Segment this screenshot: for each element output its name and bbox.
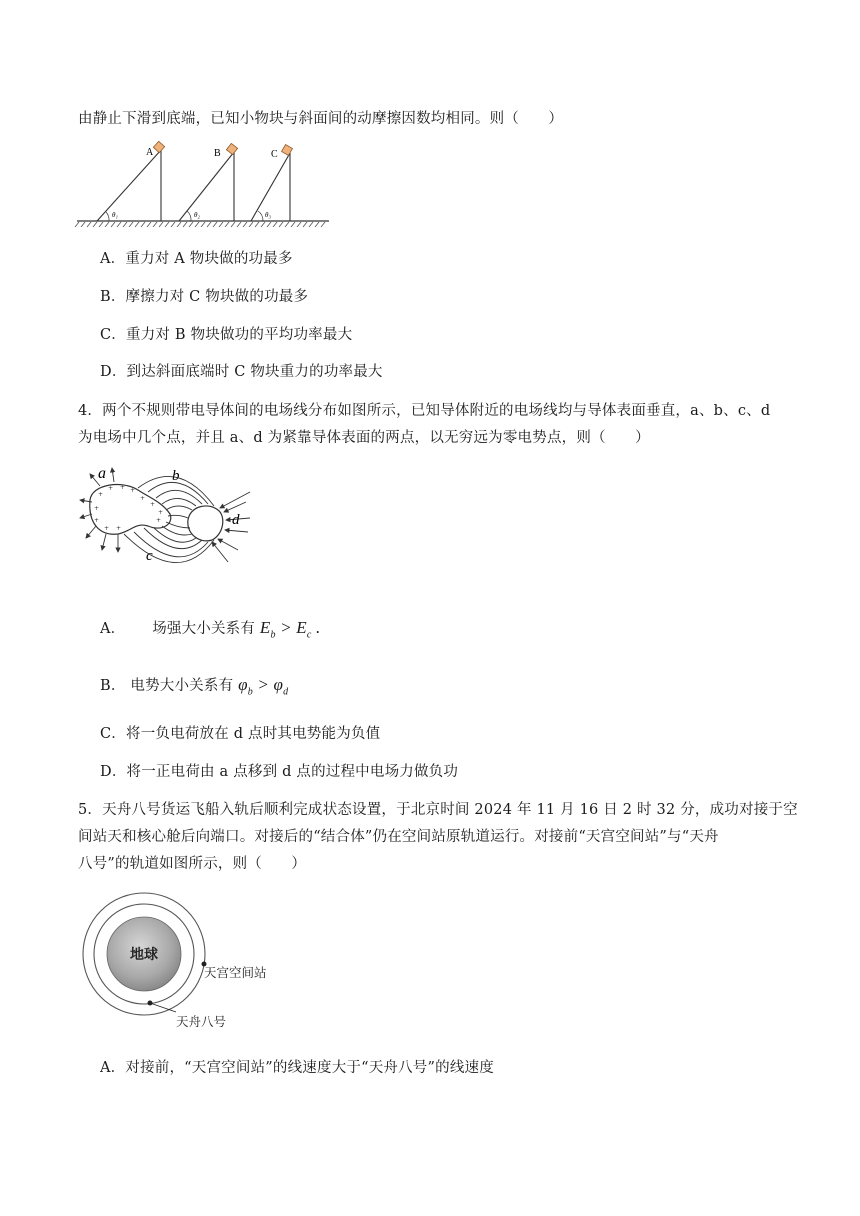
point-d-label: d: [232, 512, 240, 528]
svg-text:+: +: [150, 501, 156, 508]
svg-text:+: +: [94, 517, 100, 524]
q4-option-b-math: $\varphi_b > \varphi_d$: [238, 675, 289, 698]
svg-text:+: +: [156, 517, 162, 524]
electric-field-figure: [78, 462, 268, 587]
block-c-label: C: [271, 149, 278, 160]
q4-option-c: C．将一负电荷放在 d 点时其电势能为负值: [100, 726, 381, 742]
svg-text:+: +: [104, 525, 110, 532]
q4-option-d: D．将一正电荷由 a 点移到 d 点的过程中电场力做负功: [100, 764, 459, 780]
q5-stem-line-2: 间站天和核心舱后向端口。对接后的“结合体”仍在空间站原轨道运行。对接前“天宫空间站”与“天舟: [78, 829, 719, 845]
incline-a: [97, 150, 161, 221]
ship-label: 天舟八号: [176, 1014, 227, 1029]
earth-label: 地球: [130, 947, 158, 963]
q4-option-a-text: 场强大小关系有: [152, 621, 256, 637]
angle-1-label: θ₁: [112, 211, 118, 219]
orbit-figure: [76, 886, 296, 1036]
q4-option-a: [100, 618, 320, 645]
question-3-stem-tail: 由静止下滑到底端，已知小物块与斜面间的动摩擦因数均相同。则（ ）: [78, 111, 564, 127]
point-a-label: a: [98, 465, 106, 482]
point-c-label: c: [146, 548, 153, 564]
svg-text:+: +: [130, 487, 136, 494]
inclines-figure: [75, 138, 335, 228]
svg-text:+: +: [140, 495, 146, 502]
q4-option-a-math: $E_b > E_c$ .: [259, 618, 321, 641]
block-b-label: B: [214, 148, 221, 159]
svg-text:+: +: [108, 485, 114, 492]
q4-option-b-prefix: B．: [100, 678, 126, 694]
q4-stem-line-2: 为电场中几个点，并且 a、d 为紧靠导体表面的两点，以无穷远为零电势点，则（ ）: [78, 430, 650, 446]
q3-option-d: D．到达斜面底端时 C 物块重力的功率最大: [100, 364, 383, 380]
q4-option-a-prefix: A．: [100, 621, 126, 637]
point-b-label: b: [172, 468, 180, 484]
block-b: [226, 143, 237, 154]
svg-text:+: +: [94, 505, 100, 512]
q5-stem-line-1: 5．天舟八号货运飞船入轨后顺利完成状态设置，于北京时间 2024 年 11 月 16 日 2 时 32 分，成功对接于空: [78, 802, 798, 818]
q4-option-b: [100, 675, 288, 702]
q3-option-b: B．摩擦力对 C 物块做的功最多: [100, 289, 309, 305]
q3-option-c: C．重力对 B 物块做功的平均功率最大: [100, 327, 353, 343]
block-a-label: A: [146, 147, 154, 158]
right-conductor: [188, 506, 223, 541]
station-label: 天宫空间站: [204, 965, 267, 980]
angle-3-label: θ₃: [265, 211, 271, 219]
svg-text:+: +: [98, 491, 104, 498]
block-a: [153, 141, 164, 152]
incline-b: [179, 152, 234, 221]
q5-option-a: A．对接前，“天宫空间站”的线速度大于“天舟八号”的线速度: [100, 1060, 494, 1076]
q5-stem-line-3: 八号”的轨道如图所示，则（ ）: [78, 856, 307, 872]
svg-text:+: +: [120, 484, 126, 491]
q4-stem-line-1: 4．两个不规则带电导体间的电场线分布如图所示，已知导体附近的电场线均与导体表面垂直，a、b、c、d: [78, 403, 771, 419]
q3-option-a: A．重力对 A 物块做的功最多: [100, 251, 293, 267]
angle-2-label: θ₂: [194, 211, 200, 219]
q4-option-b-text: 电势大小关系有: [130, 678, 234, 694]
svg-text:+: +: [116, 525, 122, 532]
svg-text:+: +: [158, 509, 164, 516]
block-c: [282, 145, 293, 156]
